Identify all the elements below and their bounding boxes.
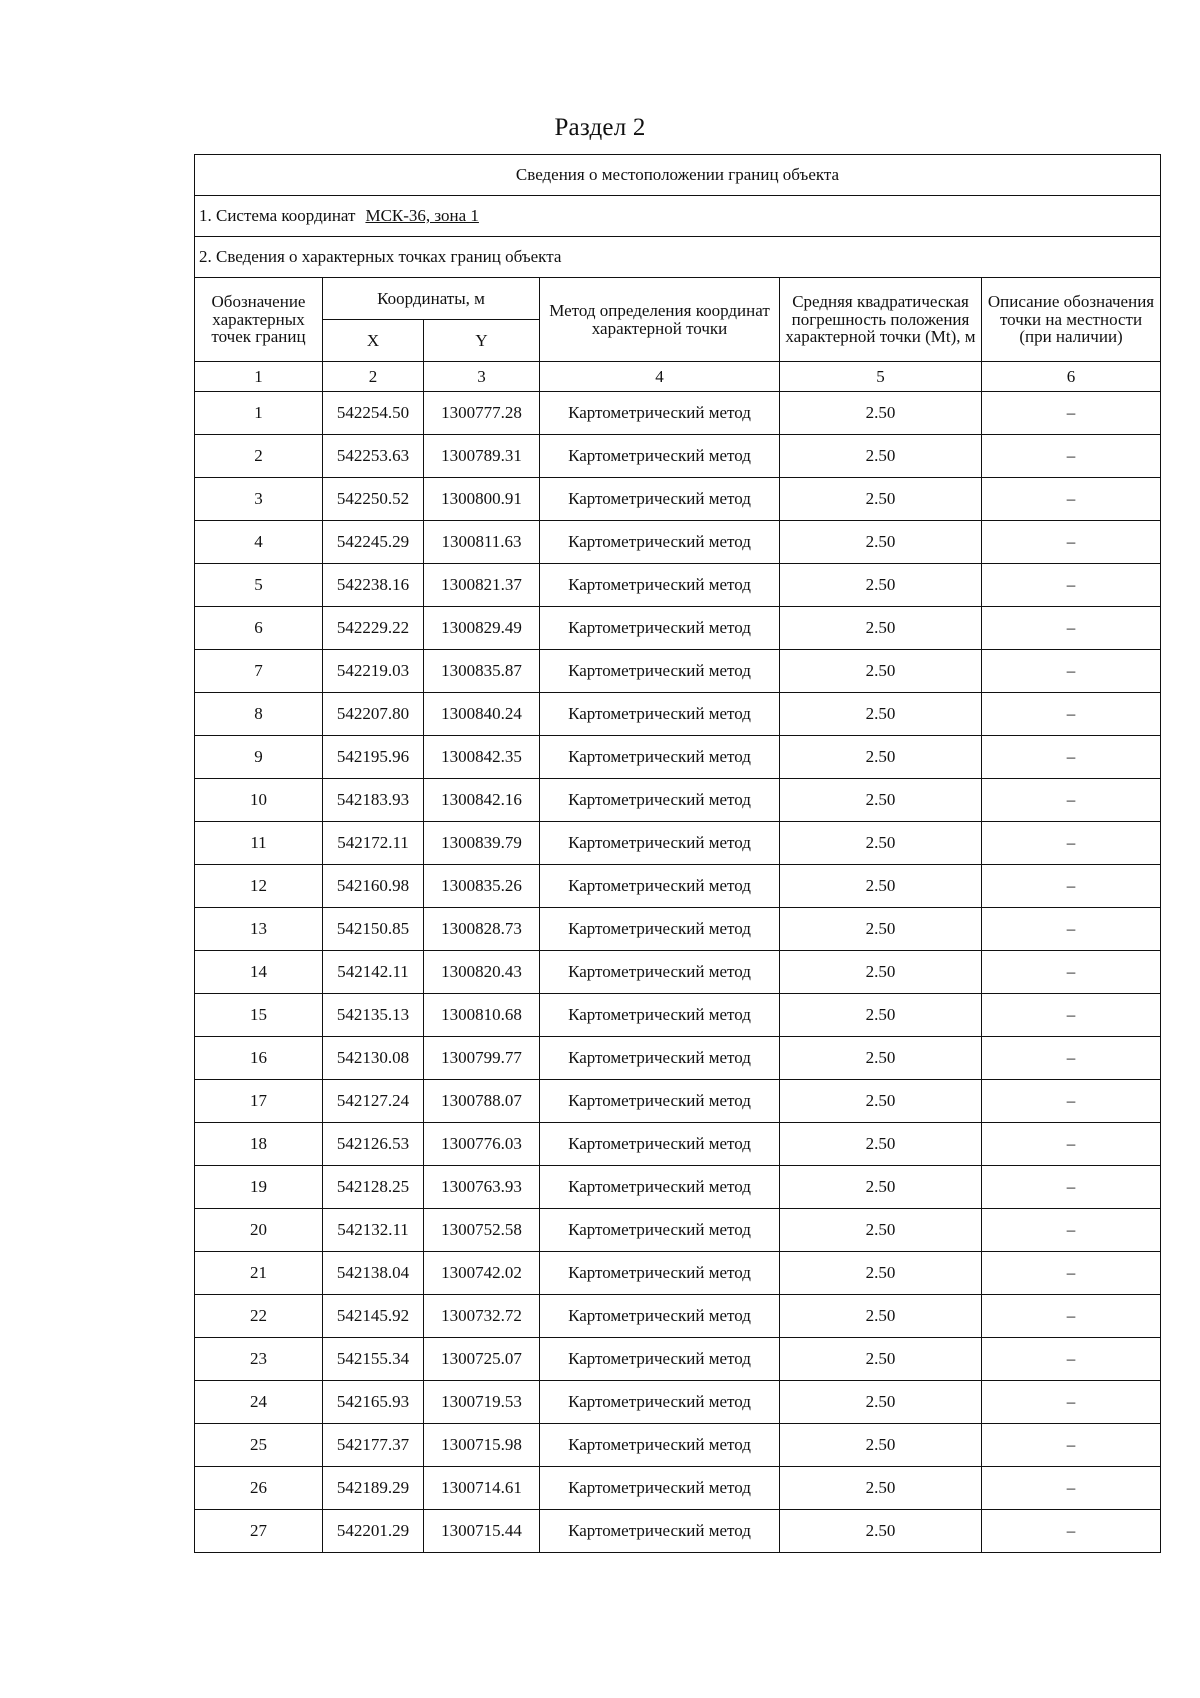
y-cell: 1300835.87	[424, 650, 540, 693]
point-cell: 2	[195, 435, 323, 478]
description-cell: –	[982, 564, 1161, 607]
y-cell: 1300842.16	[424, 779, 540, 822]
description-cell: –	[982, 607, 1161, 650]
table-row	[195, 1381, 1161, 1424]
table-row	[195, 1037, 1161, 1080]
x-cell: 542135.13	[323, 994, 424, 1037]
point-cell: 1	[195, 392, 323, 435]
x-cell: 542145.92	[323, 1295, 424, 1338]
x-cell: 542207.80	[323, 693, 424, 736]
point-cell: 14	[195, 951, 323, 994]
point-cell: 16	[195, 1037, 323, 1080]
x-cell: 542130.08	[323, 1037, 424, 1080]
mt-cell: 2.50	[780, 392, 982, 435]
coord-system-label: 1. Система координат	[199, 206, 356, 226]
mt-cell: 2.50	[780, 435, 982, 478]
description-cell: –	[982, 1295, 1161, 1338]
column-number: 6	[982, 362, 1161, 392]
mt-cell: 2.50	[780, 1166, 982, 1209]
point-cell: 13	[195, 908, 323, 951]
method-cell: Картометрический метод	[540, 1295, 780, 1338]
method-cell: Картометрический метод	[540, 1209, 780, 1252]
table-row	[195, 1424, 1161, 1467]
mt-cell: 2.50	[780, 478, 982, 521]
x-cell: 542254.50	[323, 392, 424, 435]
method-cell: Картометрический метод	[540, 1037, 780, 1080]
x-cell: 542189.29	[323, 1467, 424, 1510]
point-cell: 5	[195, 564, 323, 607]
x-cell: 542253.63	[323, 435, 424, 478]
x-cell: 542160.98	[323, 865, 424, 908]
table-row	[195, 607, 1161, 650]
y-cell: 1300776.03	[424, 1123, 540, 1166]
table-row	[195, 392, 1161, 435]
coord-system-value: МСК-36, зона 1	[365, 206, 479, 226]
point-cell: 20	[195, 1209, 323, 1252]
point-cell: 3	[195, 478, 323, 521]
method-cell: Картометрический метод	[540, 1338, 780, 1381]
boundary-points-table	[194, 154, 1161, 1553]
mt-cell: 2.50	[780, 822, 982, 865]
mt-cell: 2.50	[780, 1424, 982, 1467]
mt-cell: 2.50	[780, 564, 982, 607]
y-cell: 1300810.68	[424, 994, 540, 1037]
description-cell: –	[982, 1381, 1161, 1424]
method-cell: Картометрический метод	[540, 1166, 780, 1209]
x-cell: 542201.29	[323, 1510, 424, 1553]
point-cell: 12	[195, 865, 323, 908]
description-cell: –	[982, 693, 1161, 736]
x-cell: 542219.03	[323, 650, 424, 693]
x-cell: 542165.93	[323, 1381, 424, 1424]
column-number: 2	[323, 362, 424, 392]
point-cell: 10	[195, 779, 323, 822]
mt-cell: 2.50	[780, 736, 982, 779]
method-cell: Картометрический метод	[540, 435, 780, 478]
method-cell: Картометрический метод	[540, 1252, 780, 1295]
y-cell: 1300835.26	[424, 865, 540, 908]
point-cell: 18	[195, 1123, 323, 1166]
method-cell: Картометрический метод	[540, 693, 780, 736]
table-row	[195, 1295, 1161, 1338]
y-cell: 1300842.35	[424, 736, 540, 779]
table-row	[195, 822, 1161, 865]
description-cell: –	[982, 1510, 1161, 1553]
table-row	[195, 1123, 1161, 1166]
table-row	[195, 994, 1161, 1037]
y-cell: 1300719.53	[424, 1381, 540, 1424]
description-cell: –	[982, 1467, 1161, 1510]
header-y: Y	[424, 320, 540, 362]
method-cell: Картометрический метод	[540, 1510, 780, 1553]
coord-system	[195, 196, 1161, 237]
x-cell: 542132.11	[323, 1209, 424, 1252]
table-row	[195, 951, 1161, 994]
mt-cell: 2.50	[780, 521, 982, 564]
description-cell: –	[982, 1252, 1161, 1295]
y-cell: 1300763.93	[424, 1166, 540, 1209]
mt-cell: 2.50	[780, 908, 982, 951]
point-cell: 4	[195, 521, 323, 564]
table-row	[195, 1510, 1161, 1553]
column-number: 3	[424, 362, 540, 392]
point-cell: 26	[195, 1467, 323, 1510]
table-title: Сведения о местоположении границ объекта	[195, 155, 1161, 196]
table-row	[195, 736, 1161, 779]
point-cell: 8	[195, 693, 323, 736]
table-row	[195, 521, 1161, 564]
coord-system-row	[195, 196, 1161, 237]
point-cell: 11	[195, 822, 323, 865]
table-title-row	[195, 155, 1161, 196]
column-number: 5	[780, 362, 982, 392]
method-cell: Картометрический метод	[540, 564, 780, 607]
mt-cell: 2.50	[780, 650, 982, 693]
description-cell: –	[982, 1037, 1161, 1080]
table-row	[195, 865, 1161, 908]
y-cell: 1300811.63	[424, 521, 540, 564]
mt-cell: 2.50	[780, 607, 982, 650]
mt-cell: 2.50	[780, 1338, 982, 1381]
header-point: Обозначение характерных точек границ	[195, 278, 323, 362]
table-row	[195, 650, 1161, 693]
mt-cell: 2.50	[780, 994, 982, 1037]
y-cell: 1300715.98	[424, 1424, 540, 1467]
mt-cell: 2.50	[780, 1510, 982, 1553]
table-row	[195, 1338, 1161, 1381]
point-cell: 7	[195, 650, 323, 693]
mt-cell: 2.50	[780, 865, 982, 908]
y-cell: 1300752.58	[424, 1209, 540, 1252]
y-cell: 1300821.37	[424, 564, 540, 607]
x-cell: 542138.04	[323, 1252, 424, 1295]
mt-cell: 2.50	[780, 1295, 982, 1338]
method-cell: Картометрический метод	[540, 1080, 780, 1123]
mt-cell: 2.50	[780, 1209, 982, 1252]
y-cell: 1300828.73	[424, 908, 540, 951]
mt-cell: 2.50	[780, 1123, 982, 1166]
mt-cell: 2.50	[780, 1080, 982, 1123]
table-row	[195, 564, 1161, 607]
table-row	[195, 1467, 1161, 1510]
description-cell: –	[982, 1424, 1161, 1467]
x-cell: 542150.85	[323, 908, 424, 951]
method-cell: Картометрический метод	[540, 779, 780, 822]
header-description: Описание обозначения точки на местности (при наличии)	[982, 278, 1161, 362]
y-cell: 1300788.07	[424, 1080, 540, 1123]
y-cell: 1300789.31	[424, 435, 540, 478]
y-cell: 1300829.49	[424, 607, 540, 650]
header-row-1	[195, 278, 1161, 320]
mt-cell: 2.50	[780, 693, 982, 736]
y-cell: 1300714.61	[424, 1467, 540, 1510]
mt-cell: 2.50	[780, 1381, 982, 1424]
description-cell: –	[982, 994, 1161, 1037]
point-cell: 15	[195, 994, 323, 1037]
point-cell: 17	[195, 1080, 323, 1123]
header-error: Средняя квадратическая погрешность положения характерной точки (Mt), м	[780, 278, 982, 362]
point-cell: 24	[195, 1381, 323, 1424]
description-cell: –	[982, 1166, 1161, 1209]
y-cell: 1300725.07	[424, 1338, 540, 1381]
method-cell: Картометрический метод	[540, 951, 780, 994]
point-cell: 9	[195, 736, 323, 779]
method-cell: Картометрический метод	[540, 736, 780, 779]
y-cell: 1300799.77	[424, 1037, 540, 1080]
mt-cell: 2.50	[780, 1467, 982, 1510]
method-cell: Картометрический метод	[540, 607, 780, 650]
point-cell: 19	[195, 1166, 323, 1209]
description-cell: –	[982, 435, 1161, 478]
point-cell: 27	[195, 1510, 323, 1553]
x-cell: 542238.16	[323, 564, 424, 607]
table-row	[195, 1252, 1161, 1295]
x-cell: 542172.11	[323, 822, 424, 865]
description-cell: –	[982, 951, 1161, 994]
description-cell: –	[982, 1209, 1161, 1252]
method-cell: Картометрический метод	[540, 994, 780, 1037]
y-cell: 1300840.24	[424, 693, 540, 736]
header-method: Метод определения координат характерной точки	[540, 278, 780, 362]
y-cell: 1300800.91	[424, 478, 540, 521]
table-row	[195, 1080, 1161, 1123]
mt-cell: 2.50	[780, 951, 982, 994]
x-cell: 542250.52	[323, 478, 424, 521]
x-cell: 542128.25	[323, 1166, 424, 1209]
x-cell: 542142.11	[323, 951, 424, 994]
description-cell: –	[982, 779, 1161, 822]
mt-cell: 2.50	[780, 1252, 982, 1295]
column-numbers-row	[195, 362, 1161, 392]
x-cell: 542126.53	[323, 1123, 424, 1166]
description-cell: –	[982, 392, 1161, 435]
column-number: 4	[540, 362, 780, 392]
description-cell: –	[982, 478, 1161, 521]
description-cell: –	[982, 1338, 1161, 1381]
table-row	[195, 1209, 1161, 1252]
method-cell: Картометрический метод	[540, 822, 780, 865]
method-cell: Картометрический метод	[540, 478, 780, 521]
description-cell: –	[982, 865, 1161, 908]
section-title: Раздел 2	[554, 114, 646, 141]
y-cell: 1300839.79	[424, 822, 540, 865]
table-row	[195, 435, 1161, 478]
method-cell: Картометрический метод	[540, 392, 780, 435]
point-cell: 23	[195, 1338, 323, 1381]
points-heading: 2. Сведения о характерных точках границ объекта	[195, 237, 1161, 278]
table-row	[195, 1166, 1161, 1209]
description-cell: –	[982, 822, 1161, 865]
x-cell: 542183.93	[323, 779, 424, 822]
y-cell: 1300742.02	[424, 1252, 540, 1295]
x-cell: 542155.34	[323, 1338, 424, 1381]
point-cell: 6	[195, 607, 323, 650]
x-cell: 542245.29	[323, 521, 424, 564]
x-cell: 542177.37	[323, 1424, 424, 1467]
table-row	[195, 779, 1161, 822]
table-row	[195, 693, 1161, 736]
y-cell: 1300777.28	[424, 392, 540, 435]
description-cell: –	[982, 521, 1161, 564]
points-heading-row	[195, 237, 1161, 278]
method-cell: Картометрический метод	[540, 1467, 780, 1510]
table-row	[195, 908, 1161, 951]
method-cell: Картометрический метод	[540, 521, 780, 564]
point-cell: 21	[195, 1252, 323, 1295]
description-cell: –	[982, 1080, 1161, 1123]
method-cell: Картометрический метод	[540, 650, 780, 693]
method-cell: Картометрический метод	[540, 865, 780, 908]
y-cell: 1300820.43	[424, 951, 540, 994]
description-cell: –	[982, 1123, 1161, 1166]
table-row	[195, 478, 1161, 521]
description-cell: –	[982, 650, 1161, 693]
header-x: X	[323, 320, 424, 362]
x-cell: 542195.96	[323, 736, 424, 779]
point-cell: 22	[195, 1295, 323, 1338]
x-cell: 542127.24	[323, 1080, 424, 1123]
description-cell: –	[982, 908, 1161, 951]
method-cell: Картометрический метод	[540, 1381, 780, 1424]
point-cell: 25	[195, 1424, 323, 1467]
header-coords: Координаты, м	[323, 278, 540, 320]
y-cell: 1300715.44	[424, 1510, 540, 1553]
column-number: 1	[195, 362, 323, 392]
description-cell: –	[982, 736, 1161, 779]
method-cell: Картометрический метод	[540, 1123, 780, 1166]
method-cell: Картометрический метод	[540, 1424, 780, 1467]
y-cell: 1300732.72	[424, 1295, 540, 1338]
mt-cell: 2.50	[780, 779, 982, 822]
mt-cell: 2.50	[780, 1037, 982, 1080]
method-cell: Картометрический метод	[540, 908, 780, 951]
x-cell: 542229.22	[323, 607, 424, 650]
